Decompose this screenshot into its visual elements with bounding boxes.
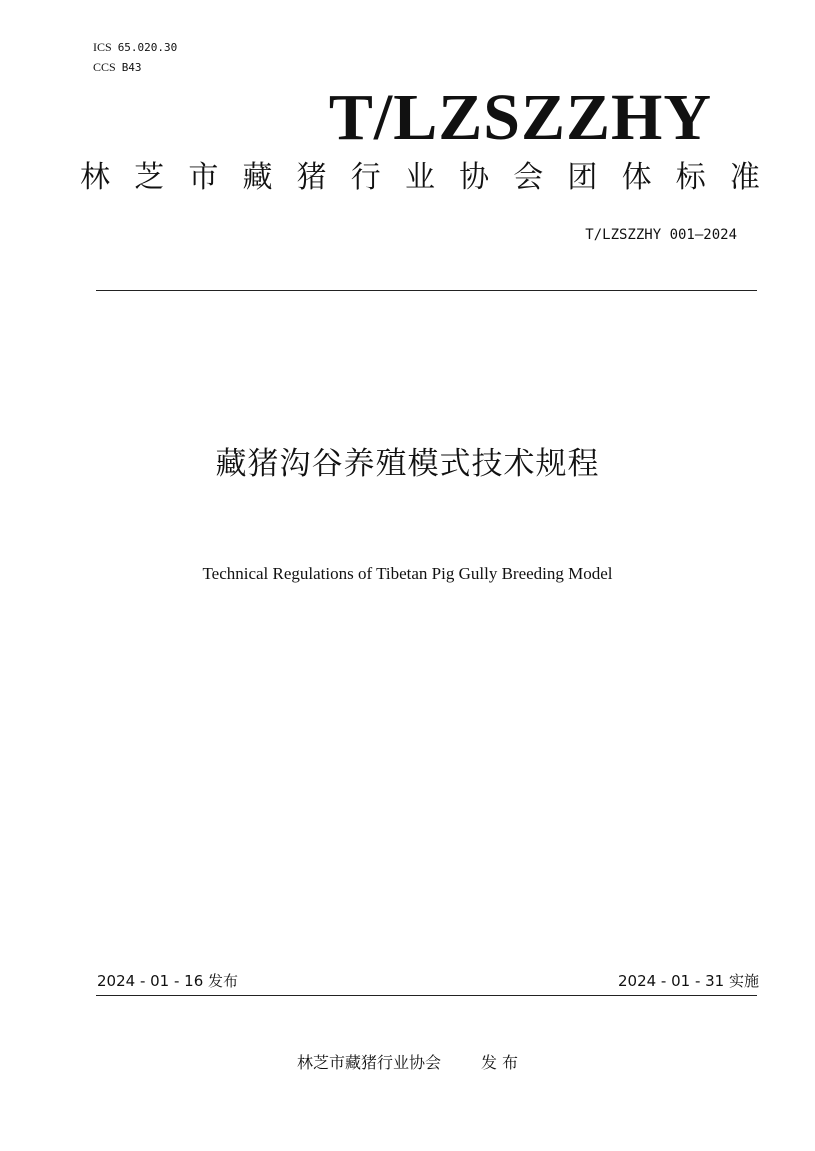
publisher-name: 林芝市藏猪行业协会 [296,1053,441,1072]
organization-title-char: 市 [188,160,219,195]
publisher-line [0,1052,815,1074]
publisher-action: 发 布 [480,1053,519,1072]
organization-title-char: 会 [513,160,544,195]
implement-date: 2024 - 01 - 31 实施 [617,972,759,990]
ccs-label: CCS [93,60,116,74]
organization-title-char: 猪 [296,160,327,195]
ics-value: 65.020.30 [117,41,178,54]
ccs-value: B43 [121,61,142,74]
top-divider [96,290,757,291]
ics-label: ICS [93,40,112,54]
document-subtitle-english: Technical Regulations of Tibetan Pig Gully Breeding Model [202,564,613,583]
organization-title [80,158,760,198]
organization-title-char: 芝 [134,160,165,195]
bottom-divider [96,995,757,996]
organization-title-char: 协 [459,160,490,195]
organization-title-char: 藏 [242,160,273,195]
document-title: 藏猪沟谷养殖模式技术规程 [215,446,600,482]
publish-date: 2024 - 01 - 16 发布 [97,972,239,990]
organization-title-char: 标 [675,160,706,195]
ccs-line [93,60,142,75]
organization-title-char: 体 [621,160,652,195]
organization-title-char: 行 [350,160,381,195]
organization-title-char: 准 [729,160,760,195]
standard-number: T/LZSZZHY 001—2024 [585,227,737,243]
organization-title-char: 林 [80,160,110,195]
organization-title-char: 业 [404,160,435,195]
organization-title-char: 团 [567,160,598,195]
standard-code: T/LZSZZHY [328,81,712,154]
ics-line [93,40,177,55]
